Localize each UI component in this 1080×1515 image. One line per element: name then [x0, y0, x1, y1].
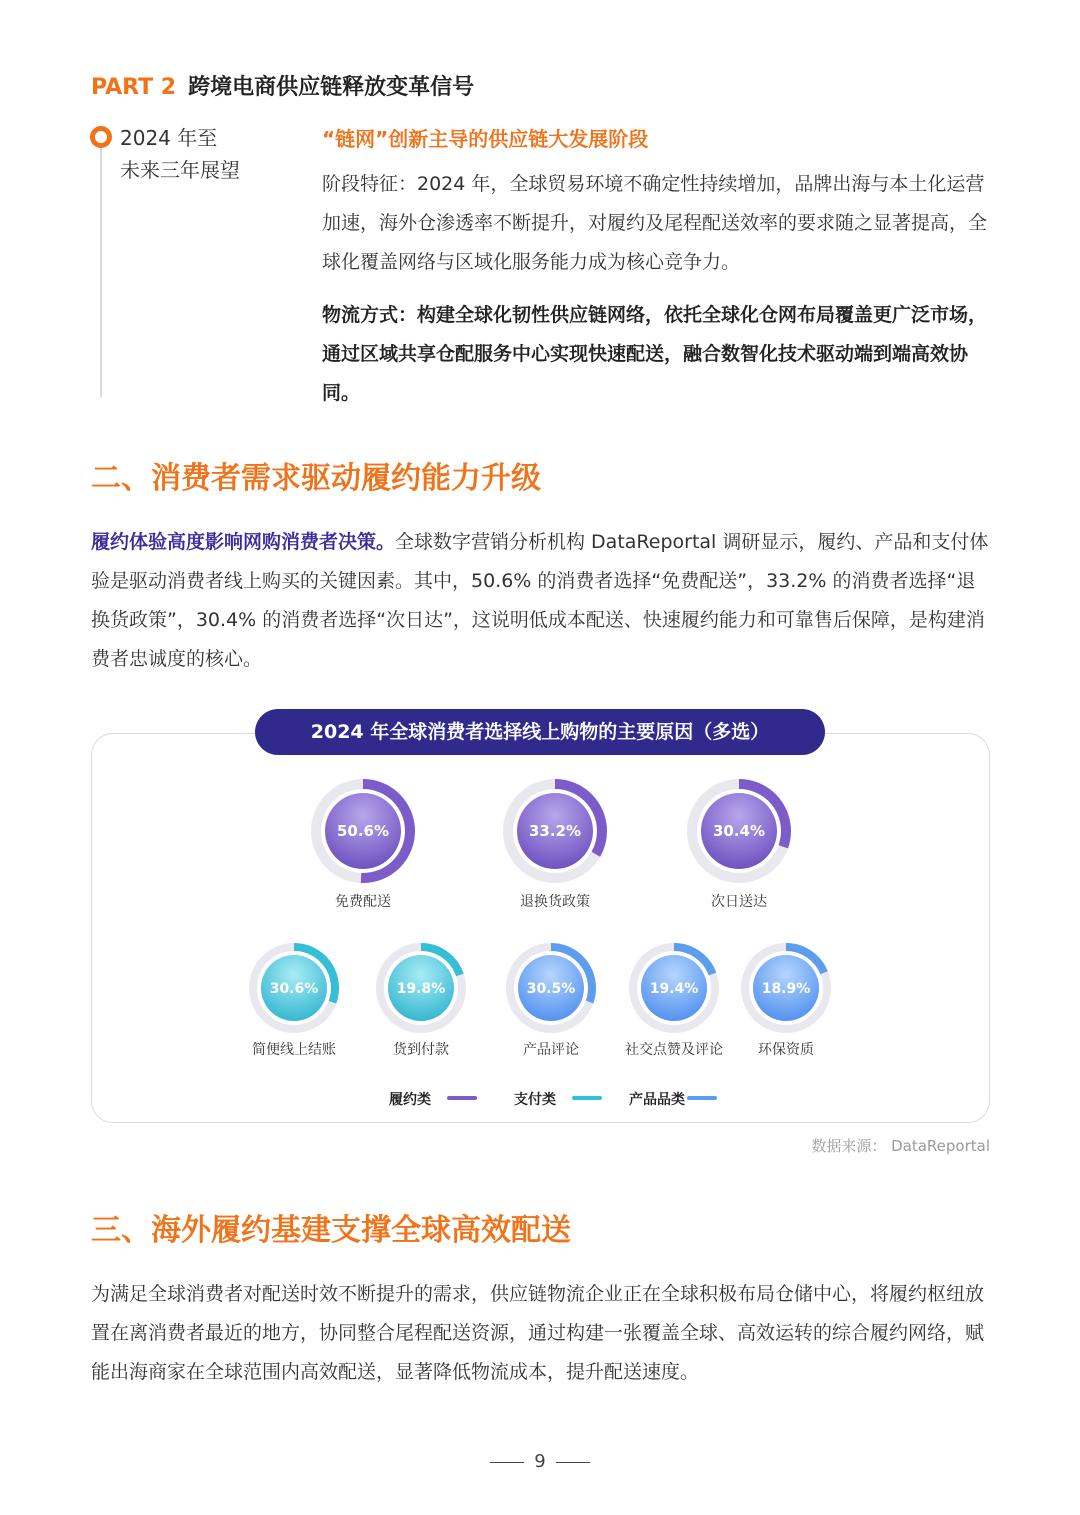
part-header [91, 70, 474, 101]
donut-item [380, 947, 462, 1058]
donut-value: 30.6% [269, 981, 319, 997]
section2-lead: 履约体验高度影响网购消费者决策。 [91, 531, 396, 553]
timeline-line [100, 147, 102, 397]
legend-label: 履约类 [389, 1092, 431, 1108]
donut-value: 19.4% [649, 981, 699, 997]
chart-title: 2024 年全球消费者选择线上购物的主要原因（多选） [255, 709, 825, 755]
donut-item [745, 947, 827, 1058]
part-title: 跨境电商供应链释放变革信号 [188, 75, 475, 100]
section2-body: 全球数字营销分析机构 DataReportal 调研显示，履约、产品和支付体验是驱动消费者线上购买的关键因素。其中，50.6% 的消费者选择“免费配送”，33.2% 的消费者选择“退换货政策”，30.4% 的消费者选择“次日达”，这说明低成本配送、快速履约能力和可靠售后保障，是构建消费者忠诚度的核心。 [91, 531, 989, 670]
section3-heading: 三、海外履约基建支撑全球高效配送 [91, 1213, 571, 1248]
donut-value: 19.8% [396, 981, 446, 997]
donut-value: 18.9% [761, 981, 811, 997]
donut-label: 社交点赞及评论 [625, 1042, 723, 1058]
legend-label: 产品品类 [629, 1092, 685, 1108]
part-number: PART 2 [91, 75, 177, 100]
legend-item [389, 1091, 477, 1108]
stage-title: “链网”创新主导的供应链大发展阶段 [322, 127, 649, 151]
stage-description: 阶段特征：2024 年，全球贸易环境不确定性持续增加，品牌出海与本土化运营加速，海外仓渗透率不断提升，对履约及尾程配送效率的要求随之显著提高，全球化覆盖网络与区域化服务能力成为核心竞争力。 [322, 173, 988, 273]
stage-label-line1: 2024 年至 [120, 126, 218, 150]
donut-item [316, 784, 410, 910]
stage-logistics: 物流方式：构建全球化韧性供应链网络，依托全球化仓网布局覆盖更广泛市场，通过区域共享仓配服务中心实现快速配送，融合数智化技术驱动端到端高效协同。 [322, 304, 988, 404]
section2-heading: 二、消费者需求驱动履约能力升级 [91, 461, 541, 496]
donut-label: 环保资质 [758, 1042, 814, 1058]
donut-label: 简便线上结账 [252, 1042, 336, 1058]
donut-label: 产品评论 [523, 1042, 579, 1058]
section2-paragraph [91, 523, 990, 679]
legend-swatch [687, 1096, 717, 1100]
donut-value: 50.6% [336, 822, 390, 840]
donut-value: 33.2% [528, 822, 582, 840]
donut-label: 免费配送 [335, 894, 391, 910]
donut-item [252, 947, 336, 1058]
donut-value: 30.4% [712, 822, 766, 840]
footer-rule-left [490, 1462, 524, 1463]
donut-label: 货到付款 [393, 1042, 449, 1058]
page-number: 9 [534, 1451, 546, 1472]
donut-chart [91, 733, 990, 1123]
donut-label: 次日送达 [711, 894, 767, 910]
section3-paragraph: 为满足全球消费者对配送时效不断提升的需求，供应链物流企业正在全球积极布局仓储中心，将履约枢纽放置在离消费者最近的地方，协同整合尾程配送资源，通过构建一张覆盖全球、高效运转的综合履约网络，赋能出海商家在全球范围内高效配送，显著降低物流成本，提升配送速度。 [91, 1283, 985, 1383]
legend-item [629, 1091, 717, 1108]
donut-value: 30.5% [526, 981, 576, 997]
legend-swatch [572, 1096, 602, 1100]
donut-item [692, 784, 786, 910]
legend-swatch [447, 1096, 477, 1100]
legend-label: 支付类 [514, 1092, 556, 1108]
donut-label: 退换货政策 [520, 894, 590, 910]
legend-item [514, 1091, 602, 1108]
donut-item [625, 947, 723, 1058]
stage-label-line2: 未来三年展望 [120, 158, 240, 182]
footer-rule-right [556, 1462, 590, 1463]
page-footer [0, 1451, 1080, 1472]
stage-label [120, 122, 240, 186]
data-source: 数据来源： DataReportal [811, 1137, 990, 1155]
donut-item [508, 784, 602, 910]
donut-item [510, 947, 592, 1058]
timeline-dot-icon [90, 126, 112, 148]
